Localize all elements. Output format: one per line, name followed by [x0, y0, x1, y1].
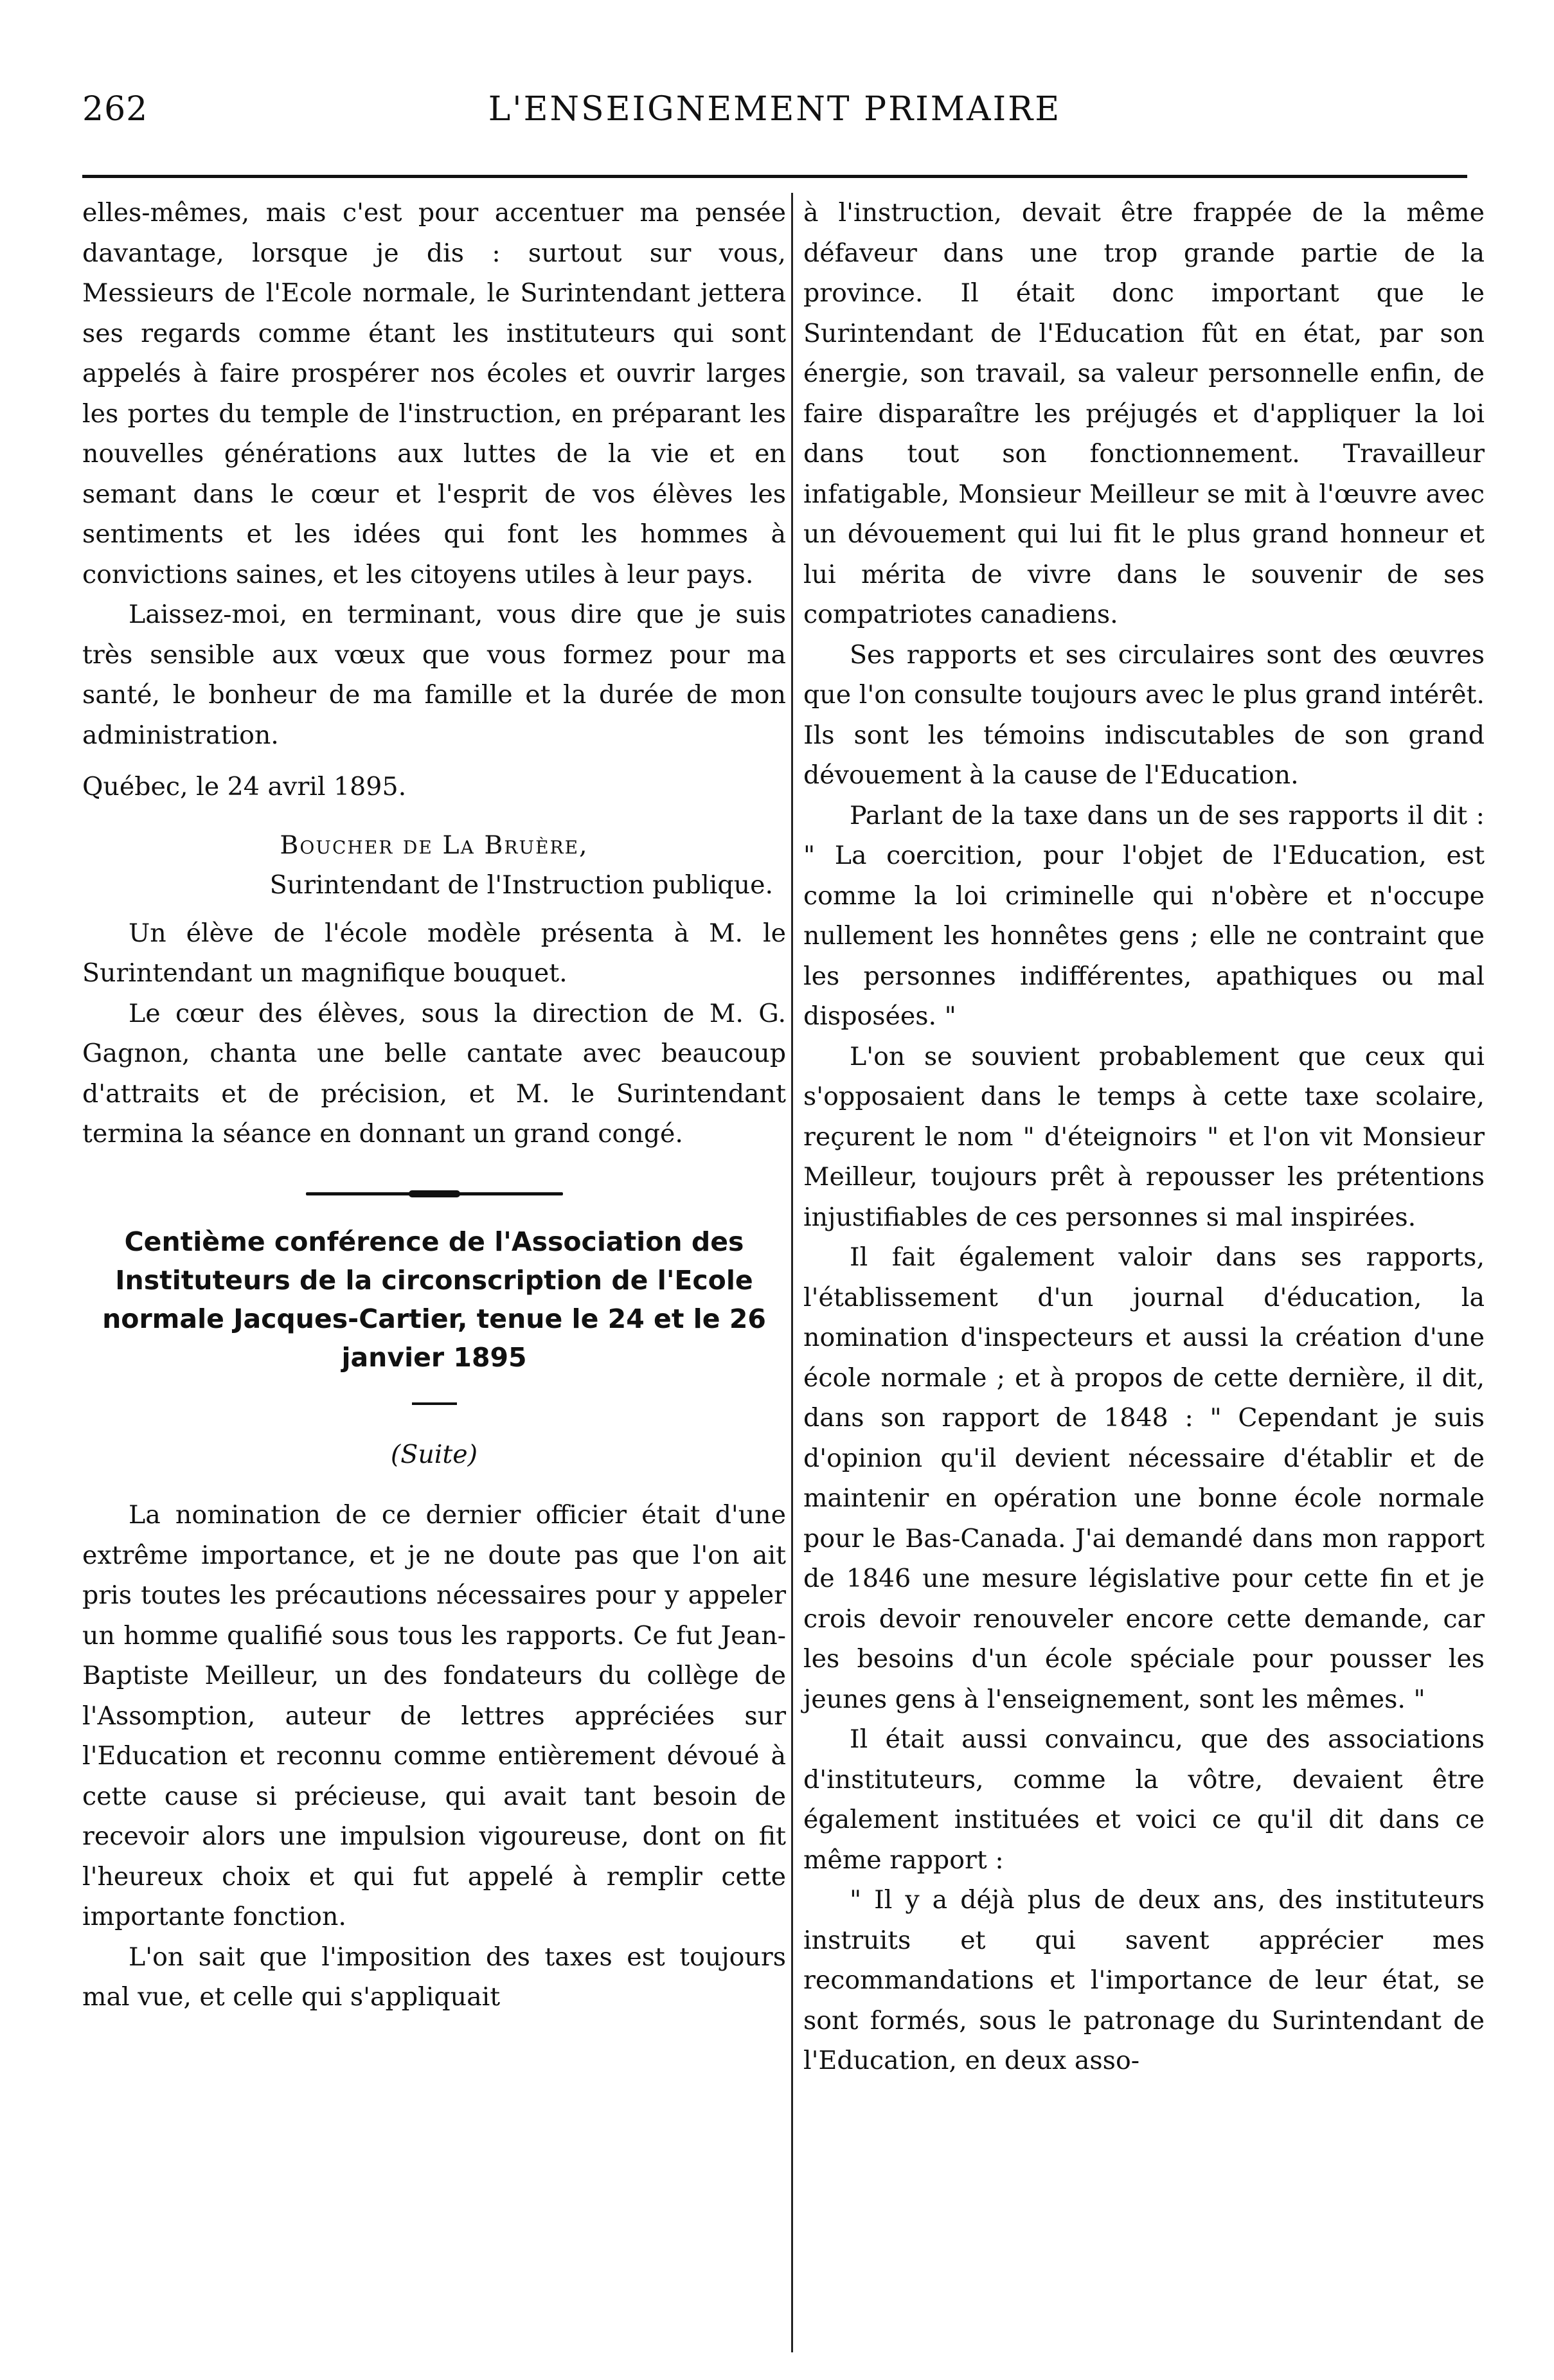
paragraph: Un élève de l'école modèle présenta à M. le Surintendant un magnifique bouquet.	[82, 918, 786, 988]
page-number: 262	[82, 90, 148, 129]
paragraph: Le cœur des élèves, sous la direction de M. G. Gagnon, chanta une belle cantate avec beaucoup d'attraits et de précision, et M. le Surintendant termina la séance en donnant un grand congé.	[82, 998, 786, 1149]
short-rule	[412, 1402, 457, 1405]
ornamental-divider	[306, 1190, 563, 1197]
right-column	[803, 193, 1485, 2081]
paragraph: " Il y a déjà plus de deux ans, des instituteurs instruits et qui savent apprécier mes recommandations et l'importance de leur état, se sont formés, sous le patronage du Surintendant de l'Education, en deux asso-	[803, 1885, 1485, 2075]
date-line: Québec, le 24 avril 1895.	[82, 772, 407, 801]
paragraph: L'on se souvient probablement que ceux qui s'opposaient dans le temps à cette taxe scolaire, reçurent le nom " d'éteignoirs " et l'on vit Monsieur Meilleur, toujours prêt à repousser les prétentions injustifiables de ces personnes si mal inspirées.	[803, 1041, 1485, 1232]
left-column	[82, 193, 786, 2018]
column-divider	[791, 193, 793, 2352]
paragraph: Il était aussi convaincu, que des associations d'instituteurs, comme la vôtre, devaient être également instituées et voici ce qu'il dit dans ce même rapport :	[803, 1724, 1485, 1875]
signature-title: Surintendant de l'Instruction publique.	[269, 870, 773, 900]
suite-label: (Suite)	[390, 1439, 478, 1469]
page-header	[82, 90, 1467, 141]
signature-name: Boucher de La Bruère,	[280, 830, 589, 860]
running-title: L'ENSEIGNEMENT PRIMAIRE	[488, 90, 1062, 129]
paragraph: Laissez-moi, en terminant, vous dire que je suis très sensible aux vœux que vous formez pour ma santé, le bonheur de ma famille et la durée de mon administration.	[82, 600, 786, 750]
paragraph: La nomination de ce dernier officier était d'une extrême importance, et je ne doute pas que l'on ait pris toutes les précautions nécessaires pour y appeler un homme qualifié sous tous les rapports. Ce fut Jean-Baptiste Meilleur, un des fondateurs du collège de l'Assomption, auteur de lettres appréciées sur l'Education et reconnu comme entièrement dévoué à cette cause si précieuse, qui avait tant besoin de recevoir alors une impulsion vigoureuse, dont on fit l'heureux choix et qui fut appelé à remplir cette importante fonction.	[82, 1500, 786, 1931]
section-title: Centième conférence de l'Association des Instituteurs de la circonscription de l'Ecole normale Jacques-Cartier, tenue le 24 et le 26 janvier 1895	[102, 1226, 766, 1373]
paragraph: elles-mêmes, mais c'est pour accentuer ma pensée davantage, lorsque je dis : surtout sur vous, Messieurs de l'Ecole normale, le Surintendant jettera ses regards comme étant les instituteurs qui sont appelés à faire prospérer nos écoles et ouvrir larges les portes du temple de l'instruction, en préparant les nouvelles générations aux luttes de la vie et en semant dans le cœur et l'esprit de vos élèves les sentiments et les idées qui font les hommes à convictions saines, et les citoyens utiles à leur pays.	[82, 198, 786, 589]
paragraph: Ses rapports et ses circulaires sont des œuvres que l'on consulte toujours avec le plus grand intérêt. Ils sont les témoins indiscutables de son grand dévouement à la cause de l'Education.	[803, 640, 1485, 790]
paragraph: Il fait également valoir dans ses rapports, l'établissement d'un journal d'éducation, la nomination d'inspecteurs et aussi la création d'une école normale ; et à propos de cette dernière, il dit, dans son rapport de 1848 : " Cependant je suis d'opinion qu'il devient nécessaire d'établir et de maintenir en opération une bonne école normale pour le Bas-Canada. J'ai demandé dans mon rapport de 1846 une mesure législative pour cette fin et je crois devoir renouveler encore cette demande, car les besoins d'un école spéciale pour pousser les jeunes gens à l'enseignement, sont les mêmes. "	[803, 1242, 1485, 1714]
paragraph: à l'instruction, devait être frappée de la même défaveur dans une trop grande partie de la province. Il était donc important que le Surintendant de l'Education fût en état, par son énergie, son travail, sa valeur personnelle enfin, de faire disparaître les préjugés et d'appliquer la loi dans tout son fonctionnement. Travailleur infatigable, Monsieur Meilleur se mit à l'œuvre avec un dévouement qui lui fit le plus grand honneur et lui mérita de vivre dans le souvenir de ses compatriotes canadiens.	[803, 198, 1485, 629]
paragraph: L'on sait que l'imposition des taxes est toujours mal vue, et celle qui s'appliquait	[82, 1942, 786, 2012]
paragraph: Parlant de la taxe dans un de ses rapports il dit : " La coercition, pour l'objet de l'Education, est comme la loi criminelle qui n'obère et n'occupe nullement les honnêtes gens ; elle ne contraint que les personnes indifférentes, apathiques ou mal disposées. "	[803, 800, 1485, 1031]
header-rule	[82, 175, 1467, 178]
